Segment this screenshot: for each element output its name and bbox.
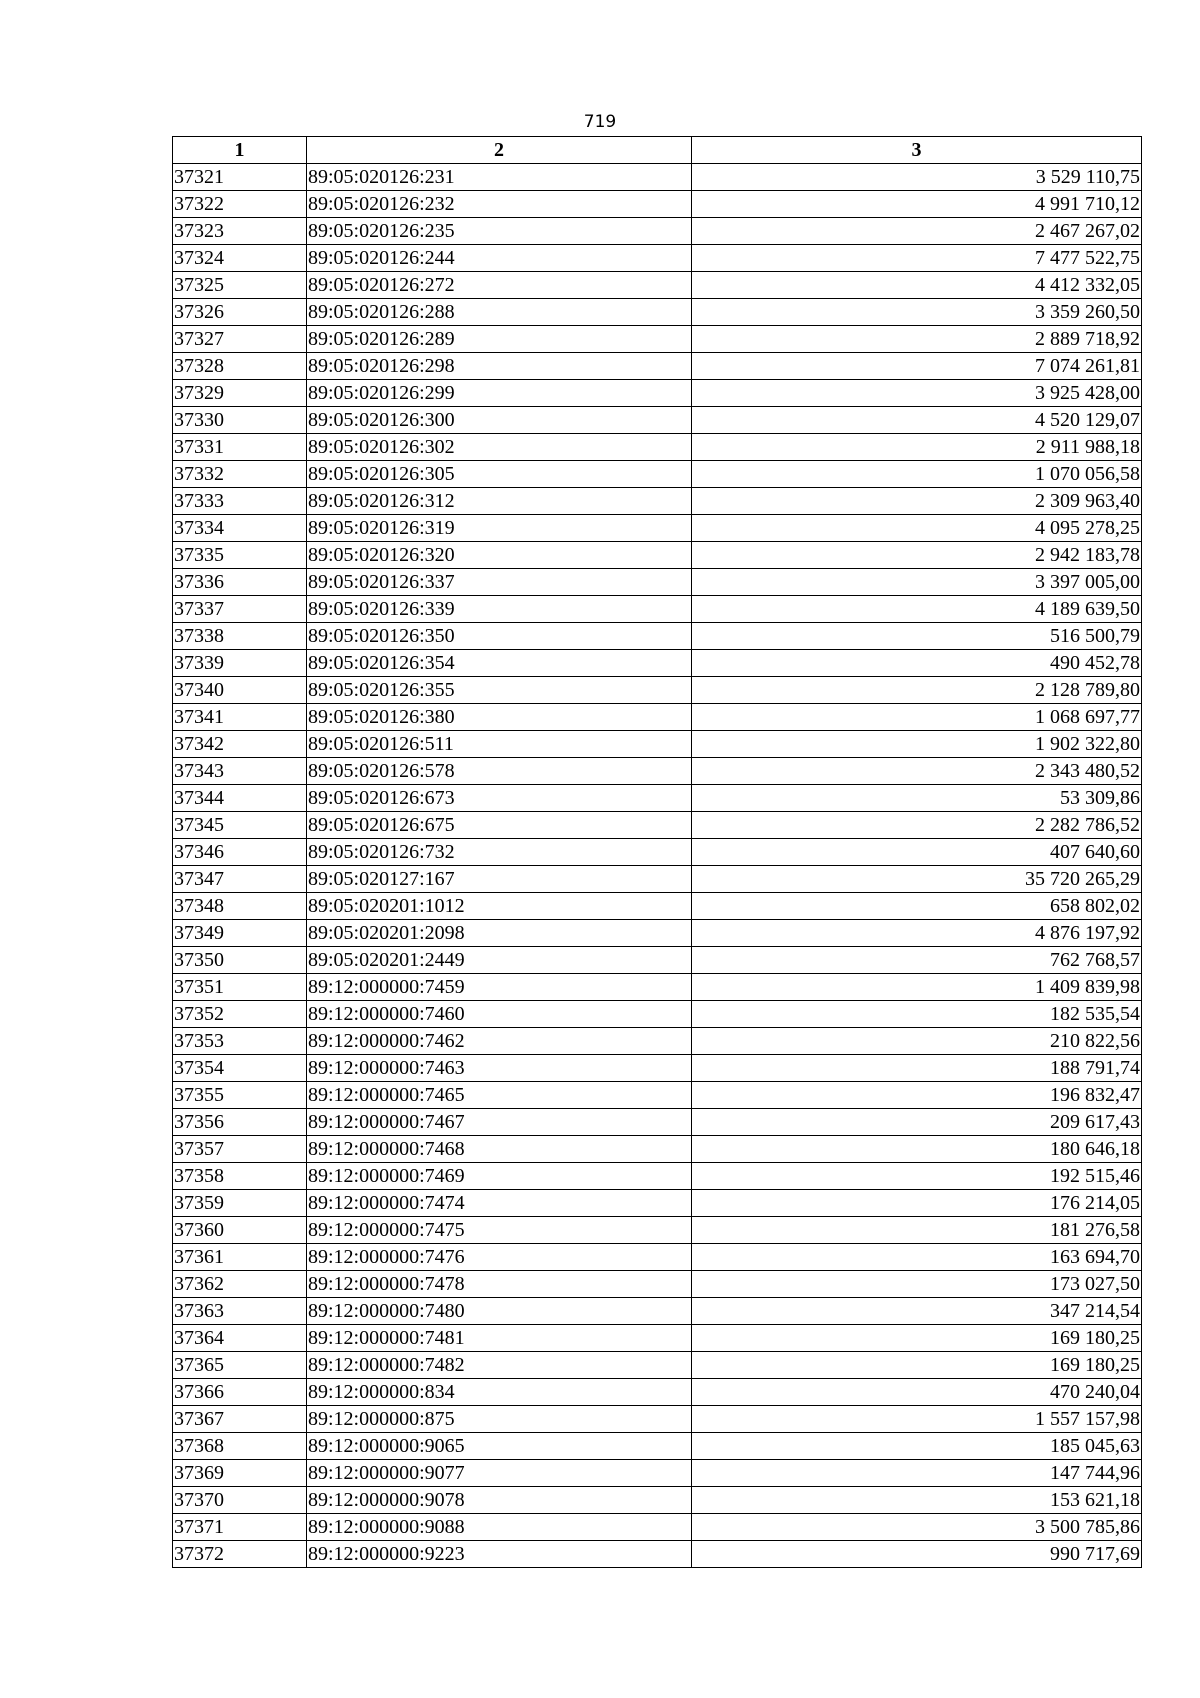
cadastral-number: 89:05:020126:302 <box>307 434 692 461</box>
table-row <box>173 704 1142 731</box>
cadastral-number: 89:05:020126:289 <box>307 326 692 353</box>
row-number: 37338 <box>173 623 307 650</box>
cadastral-value: 153 621,18 <box>692 1487 1142 1514</box>
table-row <box>173 542 1142 569</box>
table-row <box>173 866 1142 893</box>
table-row <box>173 1190 1142 1217</box>
row-number: 37336 <box>173 569 307 596</box>
cadastral-number: 89:05:020126:320 <box>307 542 692 569</box>
table-row <box>173 1217 1142 1244</box>
table-row <box>173 623 1142 650</box>
cadastral-number: 89:05:020126:511 <box>307 731 692 758</box>
cadastral-value: 2 282 786,52 <box>692 812 1142 839</box>
cadastral-value: 185 045,63 <box>692 1433 1142 1460</box>
cadastral-number: 89:05:020126:305 <box>307 461 692 488</box>
cadastral-value: 4 991 710,12 <box>692 191 1142 218</box>
table-row <box>173 191 1142 218</box>
cadastral-value: 2 309 963,40 <box>692 488 1142 515</box>
cadastral-number: 89:05:020126:288 <box>307 299 692 326</box>
cadastral-number: 89:05:020201:1012 <box>307 893 692 920</box>
table-row <box>173 1055 1142 1082</box>
row-number: 37322 <box>173 191 307 218</box>
table-row <box>173 1082 1142 1109</box>
cadastral-number: 89:05:020126:272 <box>307 272 692 299</box>
table-row <box>173 1001 1142 1028</box>
row-number: 37339 <box>173 650 307 677</box>
cadastral-value: 163 694,70 <box>692 1244 1142 1271</box>
cadastral-value: 2 911 988,18 <box>692 434 1142 461</box>
row-number: 37369 <box>173 1460 307 1487</box>
table-row <box>173 569 1142 596</box>
table-row <box>173 1487 1142 1514</box>
cadastral-value: 4 189 639,50 <box>692 596 1142 623</box>
row-number: 37364 <box>173 1325 307 1352</box>
cadastral-value: 35 720 265,29 <box>692 866 1142 893</box>
row-number: 37356 <box>173 1109 307 1136</box>
cadastral-value: 7 477 522,75 <box>692 245 1142 272</box>
cadastral-value: 210 822,56 <box>692 1028 1142 1055</box>
cadastral-value: 3 925 428,00 <box>692 380 1142 407</box>
table-header-row <box>173 137 1142 164</box>
cadastral-number: 89:12:000000:7463 <box>307 1055 692 1082</box>
cadastral-number: 89:12:000000:7481 <box>307 1325 692 1352</box>
row-number: 37348 <box>173 893 307 920</box>
row-number: 37359 <box>173 1190 307 1217</box>
cadastral-value: 1 409 839,98 <box>692 974 1142 1001</box>
table-row <box>173 515 1142 542</box>
row-number: 37340 <box>173 677 307 704</box>
cadastral-number: 89:05:020126:299 <box>307 380 692 407</box>
table-row <box>173 1352 1142 1379</box>
table-row <box>173 353 1142 380</box>
row-number: 37367 <box>173 1406 307 1433</box>
cadastral-number: 89:05:020126:673 <box>307 785 692 812</box>
cadastral-number: 89:05:020126:244 <box>307 245 692 272</box>
column-header-3: 3 <box>692 137 1142 164</box>
cadastral-number: 89:12:000000:7459 <box>307 974 692 1001</box>
cadastral-number: 89:12:000000:7475 <box>307 1217 692 1244</box>
cadastral-number: 89:05:020126:319 <box>307 515 692 542</box>
cadastral-value: 209 617,43 <box>692 1109 1142 1136</box>
row-number: 37324 <box>173 245 307 272</box>
table-row <box>173 1460 1142 1487</box>
cadastral-value: 182 535,54 <box>692 1001 1142 1028</box>
row-number: 37349 <box>173 920 307 947</box>
row-number: 37363 <box>173 1298 307 1325</box>
cadastral-value: 169 180,25 <box>692 1352 1142 1379</box>
table-row <box>173 1325 1142 1352</box>
cadastral-value: 3 359 260,50 <box>692 299 1142 326</box>
table-row <box>173 1244 1142 1271</box>
cadastral-value: 658 802,02 <box>692 893 1142 920</box>
row-number: 37346 <box>173 839 307 866</box>
table-row <box>173 1163 1142 1190</box>
table-row <box>173 488 1142 515</box>
cadastral-value: 181 276,58 <box>692 1217 1142 1244</box>
cadastral-number: 89:12:000000:7482 <box>307 1352 692 1379</box>
row-number: 37355 <box>173 1082 307 1109</box>
row-number: 37368 <box>173 1433 307 1460</box>
cadastral-value: 490 452,78 <box>692 650 1142 677</box>
cadastral-value: 990 717,69 <box>692 1541 1142 1568</box>
table-row <box>173 1433 1142 1460</box>
cadastral-number: 89:05:020126:675 <box>307 812 692 839</box>
table-row <box>173 1406 1142 1433</box>
row-number: 37331 <box>173 434 307 461</box>
cadastral-value: 176 214,05 <box>692 1190 1142 1217</box>
cadastral-value: 188 791,74 <box>692 1055 1142 1082</box>
table-row <box>173 1136 1142 1163</box>
column-header-1: 1 <box>173 137 307 164</box>
cadastral-value: 1 068 697,77 <box>692 704 1142 731</box>
cadastral-value: 3 500 785,86 <box>692 1514 1142 1541</box>
row-number: 37341 <box>173 704 307 731</box>
row-number: 37333 <box>173 488 307 515</box>
table-row <box>173 974 1142 1001</box>
table-row <box>173 272 1142 299</box>
cadastral-value: 4 095 278,25 <box>692 515 1142 542</box>
cadastral-number: 89:12:000000:9077 <box>307 1460 692 1487</box>
cadastral-value: 1 557 157,98 <box>692 1406 1142 1433</box>
row-number: 37366 <box>173 1379 307 1406</box>
cadastral-value: 147 744,96 <box>692 1460 1142 1487</box>
cadastral-number: 89:05:020126:380 <box>307 704 692 731</box>
row-number: 37343 <box>173 758 307 785</box>
row-number: 37335 <box>173 542 307 569</box>
row-number: 37371 <box>173 1514 307 1541</box>
cadastral-value: 53 309,86 <box>692 785 1142 812</box>
table-row <box>173 434 1142 461</box>
cadastral-number: 89:05:020126:578 <box>307 758 692 785</box>
cadastral-value: 192 515,46 <box>692 1163 1142 1190</box>
row-number: 37345 <box>173 812 307 839</box>
cadastral-number: 89:12:000000:7476 <box>307 1244 692 1271</box>
cadastral-value: 347 214,54 <box>692 1298 1142 1325</box>
row-number: 37332 <box>173 461 307 488</box>
table-row <box>173 920 1142 947</box>
cadastral-value: 1 902 322,80 <box>692 731 1142 758</box>
cadastral-value: 169 180,25 <box>692 1325 1142 1352</box>
row-number: 37326 <box>173 299 307 326</box>
table-row <box>173 1541 1142 1568</box>
row-number: 37361 <box>173 1244 307 1271</box>
cadastral-value: 196 832,47 <box>692 1082 1142 1109</box>
cadastral-value: 2 467 267,02 <box>692 218 1142 245</box>
cadastral-number: 89:12:000000:7465 <box>307 1082 692 1109</box>
cadastral-number: 89:12:000000:7468 <box>307 1136 692 1163</box>
cadastral-number: 89:05:020126:300 <box>307 407 692 434</box>
page-number: 719 <box>583 112 617 132</box>
table-row <box>173 785 1142 812</box>
cadastral-number: 89:12:000000:9065 <box>307 1433 692 1460</box>
row-number: 37365 <box>173 1352 307 1379</box>
cadastral-number: 89:12:000000:7460 <box>307 1001 692 1028</box>
table-row <box>173 407 1142 434</box>
cadastral-number: 89:12:000000:9088 <box>307 1514 692 1541</box>
cadastral-value: 4 412 332,05 <box>692 272 1142 299</box>
column-header-2: 2 <box>307 137 692 164</box>
cadastral-value: 407 640,60 <box>692 839 1142 866</box>
cadastral-number: 89:05:020126:232 <box>307 191 692 218</box>
row-number: 37321 <box>173 164 307 191</box>
row-number: 37362 <box>173 1271 307 1298</box>
cadastral-number: 89:12:000000:7462 <box>307 1028 692 1055</box>
row-number: 37344 <box>173 785 307 812</box>
row-number: 37351 <box>173 974 307 1001</box>
table-body <box>173 164 1142 1568</box>
table-row <box>173 1109 1142 1136</box>
cadastral-value: 1 070 056,58 <box>692 461 1142 488</box>
cadastral-number: 89:12:000000:9223 <box>307 1541 692 1568</box>
table-row <box>173 299 1142 326</box>
cadastral-number: 89:05:020126:235 <box>307 218 692 245</box>
row-number: 37327 <box>173 326 307 353</box>
cadastral-value: 2 128 789,80 <box>692 677 1142 704</box>
row-number: 37360 <box>173 1217 307 1244</box>
cadastral-number: 89:12:000000:9078 <box>307 1487 692 1514</box>
row-number: 37323 <box>173 218 307 245</box>
table-row <box>173 596 1142 623</box>
table-row <box>173 461 1142 488</box>
row-number: 37358 <box>173 1163 307 1190</box>
cadastral-value: 173 027,50 <box>692 1271 1142 1298</box>
cadastral-number: 89:05:020127:167 <box>307 866 692 893</box>
cadastral-value: 2 942 183,78 <box>692 542 1142 569</box>
cadastral-value: 470 240,04 <box>692 1379 1142 1406</box>
cadastral-number: 89:12:000000:7480 <box>307 1298 692 1325</box>
cadastral-value: 4 520 129,07 <box>692 407 1142 434</box>
cadastral-value: 3 397 005,00 <box>692 569 1142 596</box>
cadastral-value: 4 876 197,92 <box>692 920 1142 947</box>
row-number: 37330 <box>173 407 307 434</box>
cadastral-number: 89:05:020126:355 <box>307 677 692 704</box>
cadastral-number: 89:12:000000:7478 <box>307 1271 692 1298</box>
cadastral-value: 2 889 718,92 <box>692 326 1142 353</box>
cadastral-number: 89:05:020126:298 <box>307 353 692 380</box>
table-row <box>173 326 1142 353</box>
table-row <box>173 812 1142 839</box>
row-number: 37342 <box>173 731 307 758</box>
row-number: 37325 <box>173 272 307 299</box>
table-row <box>173 893 1142 920</box>
cadastral-number: 89:12:000000:834 <box>307 1379 692 1406</box>
row-number: 37350 <box>173 947 307 974</box>
cadastral-number: 89:05:020126:337 <box>307 569 692 596</box>
row-number: 37370 <box>173 1487 307 1514</box>
cadastral-number: 89:12:000000:7469 <box>307 1163 692 1190</box>
table-row <box>173 758 1142 785</box>
table-row <box>173 1028 1142 1055</box>
row-number: 37357 <box>173 1136 307 1163</box>
cadastral-value: 3 529 110,75 <box>692 164 1142 191</box>
cadastral-number: 89:12:000000:7474 <box>307 1190 692 1217</box>
registry-table <box>172 136 1142 1568</box>
cadastral-number: 89:05:020126:732 <box>307 839 692 866</box>
cadastral-value: 7 074 261,81 <box>692 353 1142 380</box>
row-number: 37329 <box>173 380 307 407</box>
cadastral-value: 180 646,18 <box>692 1136 1142 1163</box>
cadastral-number: 89:12:000000:875 <box>307 1406 692 1433</box>
row-number: 37334 <box>173 515 307 542</box>
table-row <box>173 1379 1142 1406</box>
row-number: 37352 <box>173 1001 307 1028</box>
table-row <box>173 1271 1142 1298</box>
cadastral-value: 762 768,57 <box>692 947 1142 974</box>
table-row <box>173 731 1142 758</box>
cadastral-number: 89:05:020126:231 <box>307 164 692 191</box>
table-row <box>173 245 1142 272</box>
cadastral-number: 89:05:020126:350 <box>307 623 692 650</box>
table-row <box>173 839 1142 866</box>
table-row <box>173 1514 1142 1541</box>
row-number: 37347 <box>173 866 307 893</box>
table-row <box>173 947 1142 974</box>
table-row <box>173 677 1142 704</box>
table-row <box>173 164 1142 191</box>
row-number: 37353 <box>173 1028 307 1055</box>
cadastral-number: 89:12:000000:7467 <box>307 1109 692 1136</box>
cadastral-value: 516 500,79 <box>692 623 1142 650</box>
cadastral-number: 89:05:020126:312 <box>307 488 692 515</box>
cadastral-value: 2 343 480,52 <box>692 758 1142 785</box>
row-number: 37337 <box>173 596 307 623</box>
cadastral-number: 89:05:020201:2449 <box>307 947 692 974</box>
table-row <box>173 380 1142 407</box>
table-row <box>173 218 1142 245</box>
row-number: 37328 <box>173 353 307 380</box>
cadastral-number: 89:05:020126:339 <box>307 596 692 623</box>
cadastral-number: 89:05:020201:2098 <box>307 920 692 947</box>
row-number: 37372 <box>173 1541 307 1568</box>
table-row <box>173 650 1142 677</box>
cadastral-number: 89:05:020126:354 <box>307 650 692 677</box>
row-number: 37354 <box>173 1055 307 1082</box>
table-row <box>173 1298 1142 1325</box>
